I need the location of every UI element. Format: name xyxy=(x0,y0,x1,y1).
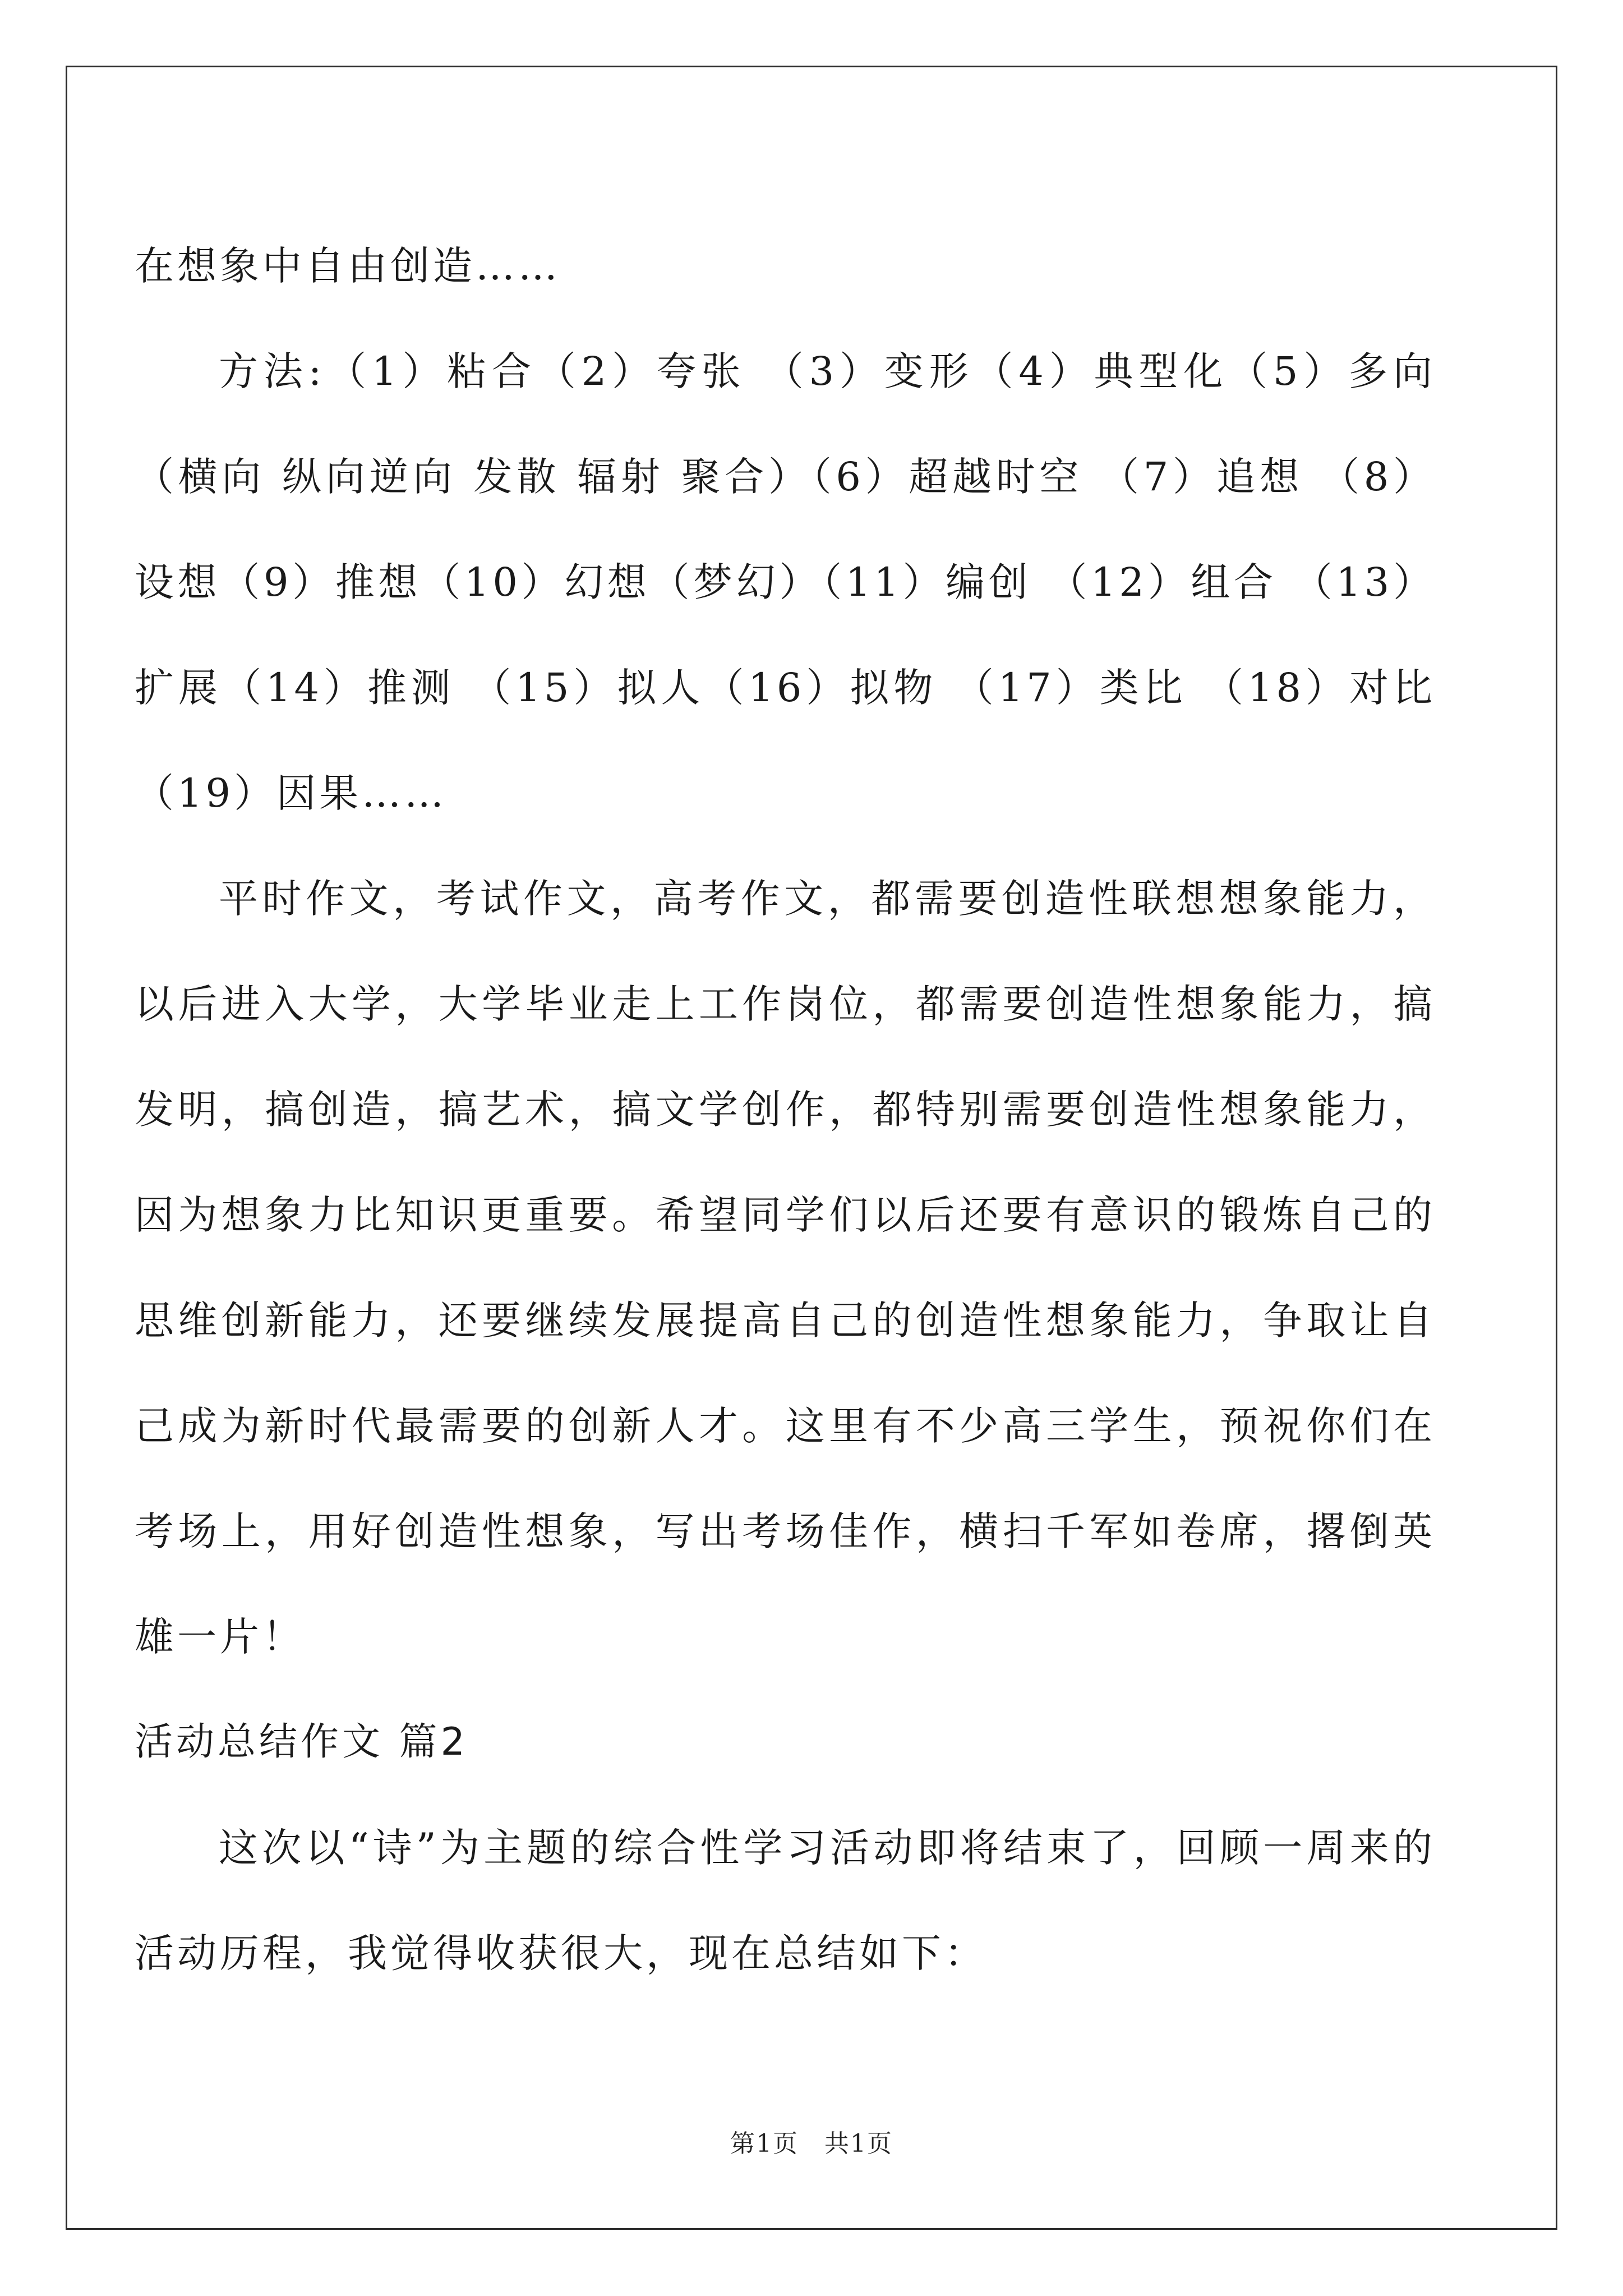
paragraph-imagination: 平时作文，考试作文，高考作文，都需要创造性联想想象能力，以后进入大学，大学毕业走上工作岗位，都需要创造性想象能力，搞发明，搞创造，搞艺术，搞文学创作，都特别需要创造性想象能力，因为想象力比知识更重要。希望同学们以后还要有意识的锻炼自己的思维创新能力，还要继续发展提高自己的创造性想象能力，争取让自己成为新时代最需要的创新人才。这里有不少高三学生，预祝你们在考场上，用好创造性想象，写出考场佳作，横扫千军如卷席，撂倒英雄一片！ xyxy=(135,876,1436,1660)
section-heading: 活动总结作文 篇2 xyxy=(135,1720,468,1764)
paragraph-methods: 方法:（1）粘合（2）夸张 （3）变形（4）典型化（5）多向 （横向 纵向逆向 发散 辐射 聚合）（6）超越时空 （7）追想 （8）设想（9）推想（10）幻想（梦幻）（11）编创 （12）组合 （13）扩展（14）推测 （15）拟人（16）拟物 （17）类比 （18）对比（19）因果…… xyxy=(135,348,1436,816)
paragraph-intro-line: 在想象中自由创造…… xyxy=(135,243,561,289)
page-footer: 第1页 共1页 xyxy=(730,2129,893,2158)
document-body xyxy=(135,213,1436,2006)
paragraph-section-intro: 这次以“诗”为主题的综合性学习活动即将结束了，回顾一周来的活动历程，我觉得收获很大，现在总结如下： xyxy=(135,1825,1436,1976)
